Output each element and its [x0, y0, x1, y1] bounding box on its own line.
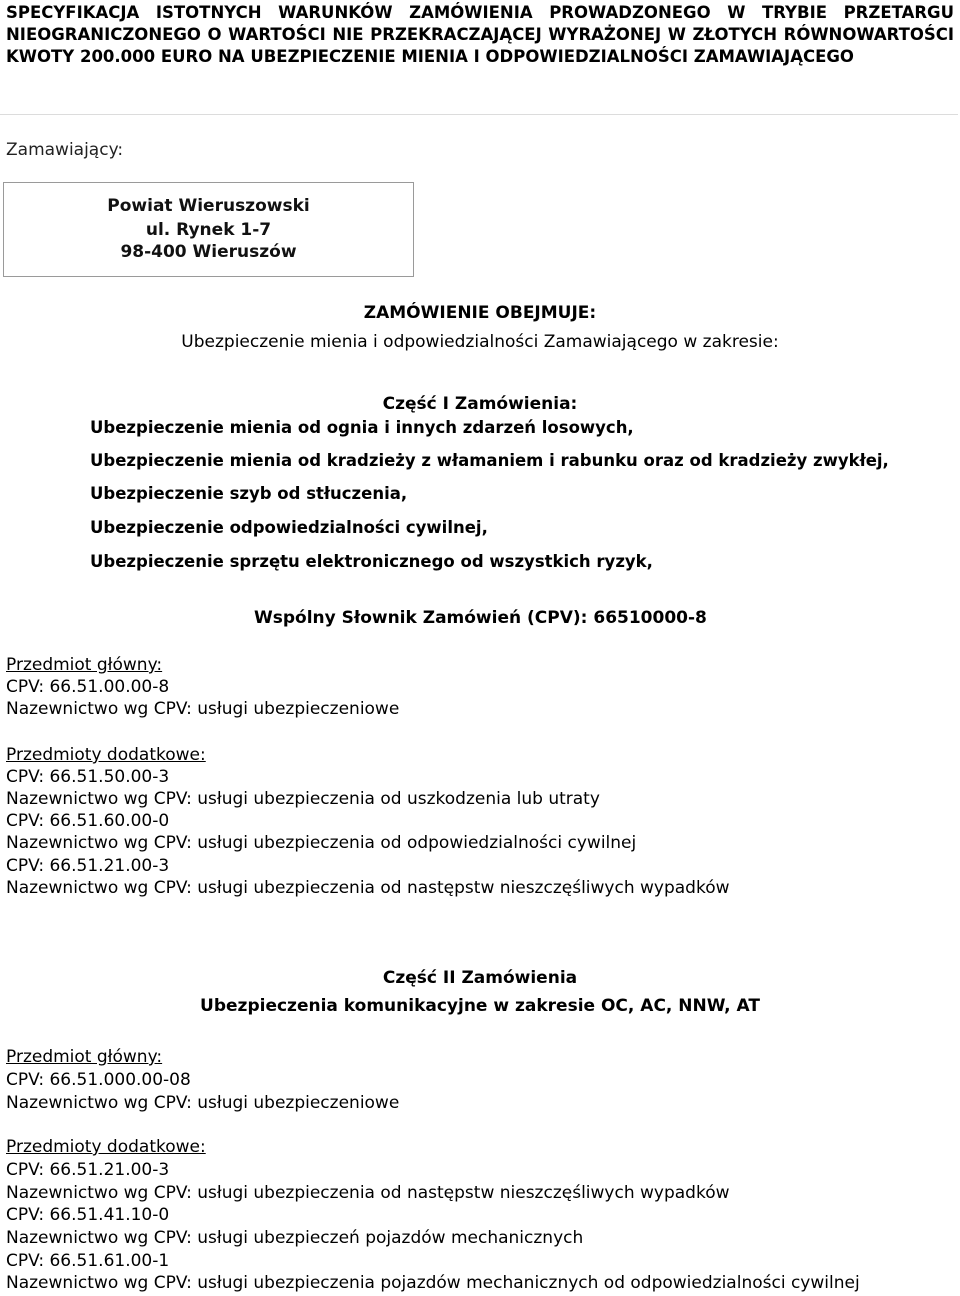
part1-additional-line: CPV: 66.51.21.00-3	[6, 856, 170, 876]
part1-main-line: Nazewnictwo wg CPV: usługi ubezpieczeniowe	[6, 699, 400, 719]
part1-main-line: CPV: 66.51.00.00-8	[6, 677, 170, 697]
part2-additional-line: Nazewnictwo wg CPV: usługi ubezpieczenia od następstw nieszczęśliwych wypadków	[6, 1183, 730, 1203]
part2-main-line: Nazewnictwo wg CPV: usługi ubezpieczeniowe	[6, 1093, 400, 1113]
part1-additional-line: Nazewnictwo wg CPV: usługi ubezpieczenia od następstw nieszczęśliwych wypadków	[6, 878, 730, 898]
part1-additional-label: Przedmioty dodatkowe:	[6, 745, 206, 765]
part1-item: Ubezpieczenie sprzętu elektronicznego od wszystkich ryzyk,	[90, 552, 653, 571]
orderer-address-box	[3, 182, 414, 277]
part2-main-label: Przedmiot główny:	[6, 1047, 163, 1067]
part1-item: Ubezpieczenie mienia od kradzieży z włamaniem i rabunku oraz od kradzieży zwykłej,	[90, 451, 889, 470]
orderer-name: Powiat Wieruszowski	[107, 196, 310, 216]
part2-subheading: Ubezpieczenia komunikacyjne w zakresie OC, AC, NNW, AT	[200, 996, 760, 1016]
scope-heading: ZAMÓWIENIE OBEJMUJE:	[363, 303, 597, 323]
part1-additional-line: CPV: 66.51.60.00-0	[6, 811, 170, 831]
document-title: SPECYFIKACJA ISTOTNYCH WARUNKÓW ZAMÓWIENIA PROWADZONEGO W TRYBIE PRZETARGU NIEOGRANICZONEGO O WARTOŚCI NIE PRZEKRACZAJĄCEJ WYRAŻONEJ W ZŁOTYCH RÓWNOWARTOŚCI KWOTY 200.000 EURO NA UBEZPIECZENIE MIENIA I ODPOWIEDZIALNOŚCI ZAMAWIAJĄCEGO	[6, 3, 954, 66]
part1-additional-line: CPV: 66.51.50.00-3	[6, 767, 170, 787]
orderer-city: 98-400 Wieruszów	[120, 242, 297, 262]
part1-main-label: Przedmiot główny:	[6, 655, 163, 675]
orderer-label: Zamawiający:	[6, 140, 124, 160]
part2-additional-line: Nazewnictwo wg CPV: usługi ubezpieczeń pojazdów mechanicznych	[6, 1228, 584, 1248]
orderer-street: ul. Rynek 1-7	[145, 220, 272, 240]
cpv-dictionary-code: Wspólny Słownik Zamówień (CPV): 66510000-8	[254, 608, 707, 628]
scope-intro: Ubezpieczenie mienia i odpowiedzialności Zamawiającego w zakresie:	[181, 332, 779, 352]
part1-item: Ubezpieczenie mienia od ognia i innych zdarzeń losowych,	[90, 418, 634, 437]
part1-additional-line: Nazewnictwo wg CPV: usługi ubezpieczenia od uszkodzenia lub utraty	[6, 789, 600, 809]
part1-heading: Część I Zamówienia:	[382, 394, 578, 414]
part2-main-line: CPV: 66.51.000.00-08	[6, 1070, 191, 1090]
part2-additional-line: CPV: 66.51.61.00-1	[6, 1251, 170, 1271]
part2-additional-line: Nazewnictwo wg CPV: usługi ubezpieczenia pojazdów mechanicznych od odpowiedzialności cywilnej	[6, 1273, 860, 1293]
part1-item: Ubezpieczenie odpowiedzialności cywilnej,	[90, 518, 488, 537]
part1-additional-line: Nazewnictwo wg CPV: usługi ubezpieczenia od odpowiedzialności cywilnej	[6, 833, 637, 853]
part2-additional-label: Przedmioty dodatkowe:	[6, 1137, 206, 1157]
part2-additional-line: CPV: 66.51.41.10-0	[6, 1205, 170, 1225]
part1-item: Ubezpieczenie szyb od stłuczenia,	[90, 484, 408, 503]
part2-additional-line: CPV: 66.51.21.00-3	[6, 1160, 170, 1180]
header-divider	[0, 114, 958, 115]
part2-heading: Część II Zamówienia	[382, 968, 578, 988]
